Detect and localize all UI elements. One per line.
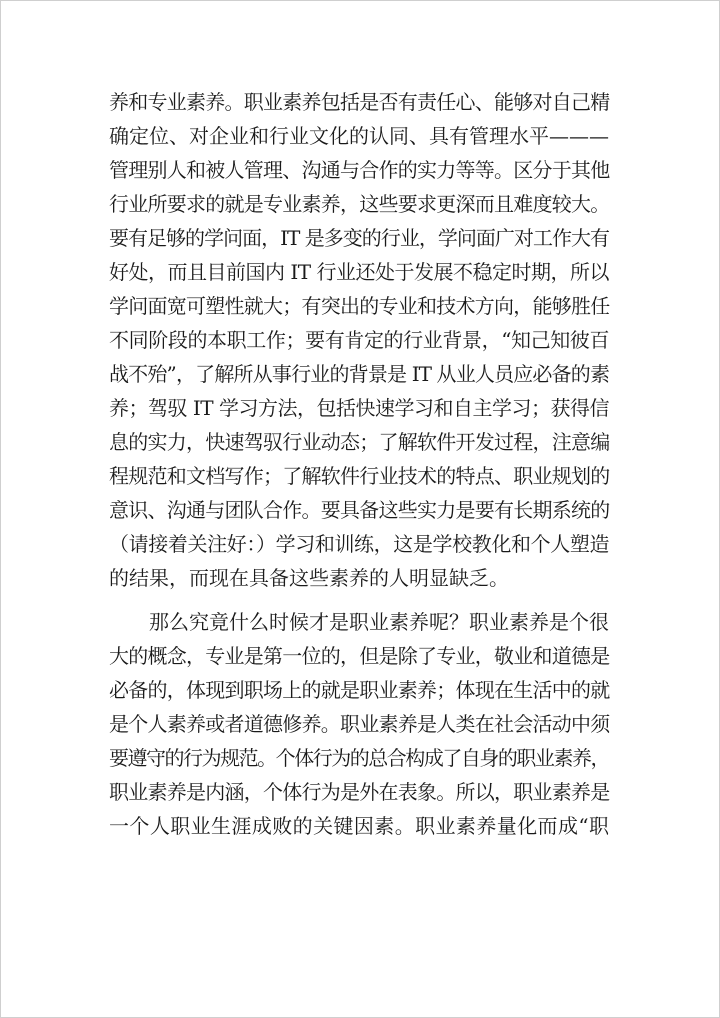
text-line: 那么究竟什么时候才是职业素养呢？职业素养是个很 (149, 610, 609, 634)
text-line: 大的概念，专业是第一位的，但是除了专业，敬业和道德是 (109, 644, 610, 668)
text-line: 要遵守的行为规范。个体行为的总合构成了自身的职业素养， (109, 746, 609, 770)
text-line: （请接着关注好：）学习和训练，这是学校教化和个人塑造 (109, 532, 609, 556)
text-line: 是个人素养或者道德修养。职业素养是人类在社会活动中须 (109, 712, 610, 736)
paragraph (109, 605, 609, 843)
text-line: 战不殆”，了解所从事行业的背景是 IT 从业人员应必备的素 (109, 362, 609, 386)
body-text (109, 85, 609, 843)
text-line: 程规范和文档写作；了解软件行业技术的特点、职业规划的 (109, 464, 610, 488)
text-line: 息的实力，快速驾驭行业动态；了解软件开发过程，注意编 (109, 430, 610, 454)
text-line: 意识、沟通与团队合作。要具备这些实力是要有长期系统的 (109, 498, 610, 522)
text-line: 好处，而且目前国内 IT 行业还处于发展不稳定时期，所以 (109, 260, 609, 284)
text-line: 职业素养是内涵，个体行为是外在表象。所以，职业素养是 (109, 780, 610, 804)
text-line: 管理别人和被人管理、沟通与合作的实力等等。区分于其他 (109, 158, 610, 182)
text-line: 要有足够的学问面，IT 是多变的行业，学问面广对工作大有 (109, 226, 609, 250)
text-line: 不同阶段的本职工作；要有肯定的行业背景，“知己知彼百 (109, 328, 609, 352)
text-line: 行业所要求的就是专业素养，这些要求更深而且难度较大。 (109, 192, 610, 216)
text-line: 的结果，而现在具备这些素养的人明显缺乏。 (109, 566, 509, 590)
text-line: 养和专业素养。职业素养包括是否有责任心、能够对自己精 (109, 90, 610, 114)
text-line: 确定位、对企业和行业文化的认同、具有管理水平——— (109, 124, 609, 148)
text-line: 一个人职业生涯成败的关键因素。职业素养量化而成“职 (109, 814, 609, 838)
paragraph-spacer (109, 595, 609, 605)
paragraph (109, 85, 609, 595)
text-line: 养；驾驭 IT 学习方法，包括快速学习和自主学习；获得信 (109, 396, 609, 420)
text-line: 学问面宽可塑性就大；有突出的专业和技术方向，能够胜任 (109, 294, 610, 318)
text-line: 必备的，体现到职场上的就是职业素养；体现在生活中的就 (109, 678, 610, 702)
